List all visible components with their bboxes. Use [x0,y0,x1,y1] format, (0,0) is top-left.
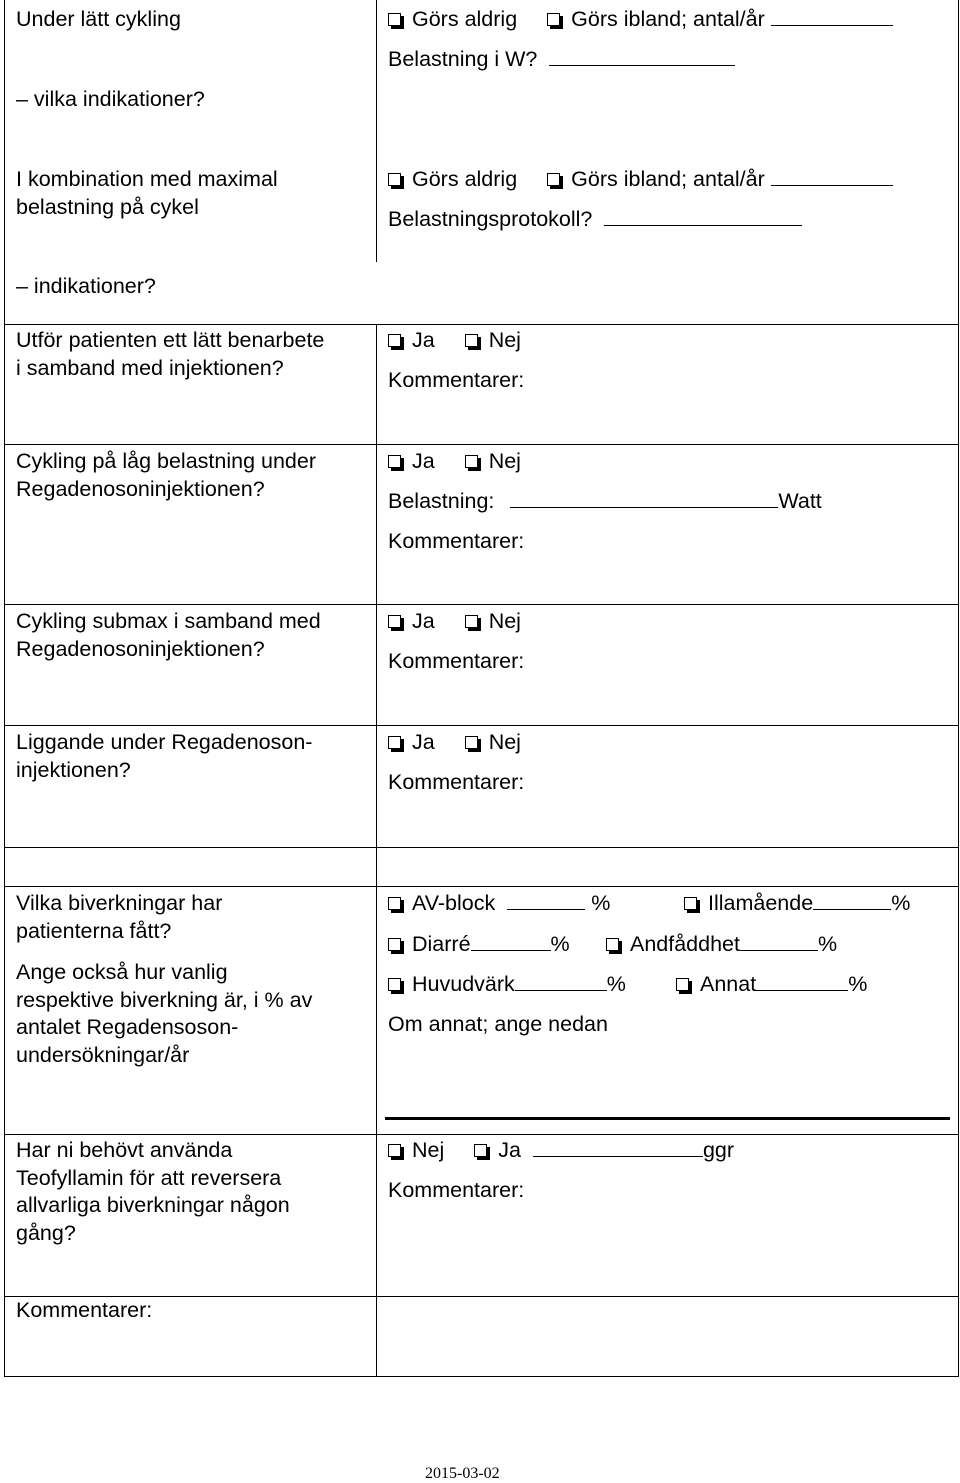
r6-options [388,728,521,756]
checkbox-icon[interactable] [388,615,401,628]
footer-date: 2015-03-02 [425,1465,500,1482]
count-per-year-field[interactable] [771,5,893,26]
question-submax-cycling-line2: Regadenosoninjektionen? [16,637,265,661]
r4-options [388,447,521,475]
row-divider [4,847,959,848]
question-side-effects-line5: antalet Regadensoson- [16,1015,239,1039]
checkbox-icon[interactable] [547,13,560,26]
load-watt-field[interactable] [549,45,735,66]
question-submax-cycling: Cykling submax i samband med [16,609,321,633]
side-effect-av-block: AV-block % [388,889,610,917]
r8-options: Nej Ja ggr [388,1136,734,1164]
row-divider [4,604,959,605]
checkbox-icon[interactable] [388,1144,401,1157]
checkbox-icon[interactable] [465,455,478,468]
question-theophylline-line2: Teofyllamin för att reversera [16,1166,282,1190]
checkbox-icon[interactable] [388,173,401,186]
question-theophylline: Har ni behövt använda [16,1138,233,1162]
checkbox-icon[interactable] [388,13,401,26]
checkbox-sometimes[interactable]: Görs ibland; antal/år [547,5,765,33]
checkbox-icon[interactable] [547,173,560,186]
question-light-cycling: Under lätt cykling [16,7,181,31]
row-divider [4,1134,959,1135]
protocol-row: Belastningsprotokoll? [388,205,802,233]
times-field[interactable] [533,1136,703,1157]
checkbox-yes[interactable]: Ja [388,607,435,635]
question-indications: – vilka indikationer? [16,87,205,111]
checkbox-no[interactable]: Nej [465,447,521,475]
r5-options [388,607,521,635]
r2-options [388,165,893,193]
row-divider [4,725,959,726]
question-theophylline-line3: allvarliga biverkningar någon [16,1193,290,1217]
checkbox-icon[interactable] [388,334,401,347]
other-percent-field[interactable] [756,970,848,991]
comments-label: Kommentarer: [388,368,525,392]
checkbox-no[interactable]: Nej [465,326,521,354]
question-side-effects-line3: Ange också hur vanlig [16,960,228,984]
comments-label: Kommentarer: [388,649,525,673]
checkbox-never[interactable]: Görs aldrig [388,5,517,33]
checkbox-icon[interactable] [684,897,697,910]
checkbox-yes[interactable]: Ja [388,447,435,475]
side-effect-diarrhea: Diarré % [388,930,570,958]
checkbox-no[interactable]: Nej [388,1136,444,1164]
table-left-border [4,0,5,1376]
headache-percent-field[interactable] [515,970,607,991]
general-comments-label: Kommentarer: [16,1298,153,1322]
column-divider [376,0,377,262]
column-divider [376,324,377,1377]
question-side-effects: Vilka biverkningar har [16,891,223,915]
row-divider [4,886,959,887]
r1-options [388,5,893,33]
checkbox-icon[interactable] [388,978,401,991]
checkbox-other[interactable]: Annat [676,970,756,998]
question-leg-exercise: Utför patienten ett lätt benarbete [16,328,325,352]
dyspnea-percent-field[interactable] [740,930,818,951]
nausea-percent-field[interactable] [813,889,891,910]
question-max-indications: – indikationer? [16,274,156,298]
checkbox-icon[interactable] [465,615,478,628]
diarrhea-percent-field[interactable] [471,930,551,951]
question-supine: Liggande under Regadenoson- [16,730,313,754]
row-divider [4,324,959,325]
checkbox-av-block[interactable]: AV-block [388,889,495,917]
checkbox-never[interactable]: Görs aldrig [388,165,517,193]
question-supine-line2: injektionen? [16,758,131,782]
table-right-border [958,0,959,1376]
checkbox-icon[interactable] [388,938,401,951]
av-block-percent-field[interactable] [507,889,585,910]
side-effect-headache: Huvudvärk % [388,970,626,998]
checkbox-icon[interactable] [474,1144,487,1157]
question-side-effects-line6: undersökningar/år [16,1043,190,1067]
question-leg-exercise-line2: i samband med injektionen? [16,356,284,380]
checkbox-no[interactable]: Nej [465,728,521,756]
side-effect-dyspnea: Andfåddhet % [606,930,837,958]
side-effect-nausea: Illamående % [684,889,910,917]
question-low-load-cycling-line2: Regadenosoninjektionen? [16,477,265,501]
question-side-effects-line2: patienterna fått? [16,919,172,943]
checkbox-dyspnea[interactable]: Andfåddhet [606,930,740,958]
checkbox-icon[interactable] [465,736,478,749]
checkbox-sometimes[interactable]: Görs ibland; antal/år [547,165,765,193]
checkbox-icon[interactable] [388,455,401,468]
table-bottom-border [4,1376,959,1377]
checkbox-icon[interactable] [388,897,401,910]
question-low-load-cycling: Cykling på låg belastning under [16,449,317,473]
checkbox-headache[interactable]: Huvudvärk [388,970,515,998]
checkbox-icon[interactable] [676,978,689,991]
side-effect-other: Annat % [676,970,867,998]
checkbox-icon[interactable] [606,938,619,951]
checkbox-diarrhea[interactable]: Diarré [388,930,471,958]
comments-label: Kommentarer: [388,529,525,553]
comments-label: Kommentarer: [388,770,525,794]
question-max-load: I kombination med maximal [16,167,278,191]
comments-label: Kommentarer: [388,1178,525,1202]
count-per-year-field[interactable] [771,165,893,186]
checkbox-yes[interactable]: Ja [388,728,435,756]
checkbox-icon[interactable] [388,736,401,749]
question-max-load-line2: belastning på cykel [16,195,199,219]
load-row: Belastning: Watt [388,489,822,513]
load-watt-row: Belastning i W? [388,45,735,73]
checkbox-icon[interactable] [465,334,478,347]
r3-options [388,326,521,354]
question-side-effects-line4: respektive biverkning är, i % av [16,988,313,1012]
checkbox-yes[interactable]: Ja [388,326,435,354]
load-field[interactable] [510,487,778,508]
checkbox-nausea[interactable]: Illamående [684,889,813,917]
other-side-effect-line[interactable] [385,1117,950,1120]
other-note: Om annat; ange nedan [388,1012,608,1036]
protocol-field[interactable] [604,205,802,226]
checkbox-yes[interactable]: Ja [474,1136,521,1164]
checkbox-no[interactable]: Nej [465,607,521,635]
question-theophylline-line4: gång? [16,1221,76,1245]
row-divider [4,444,959,445]
